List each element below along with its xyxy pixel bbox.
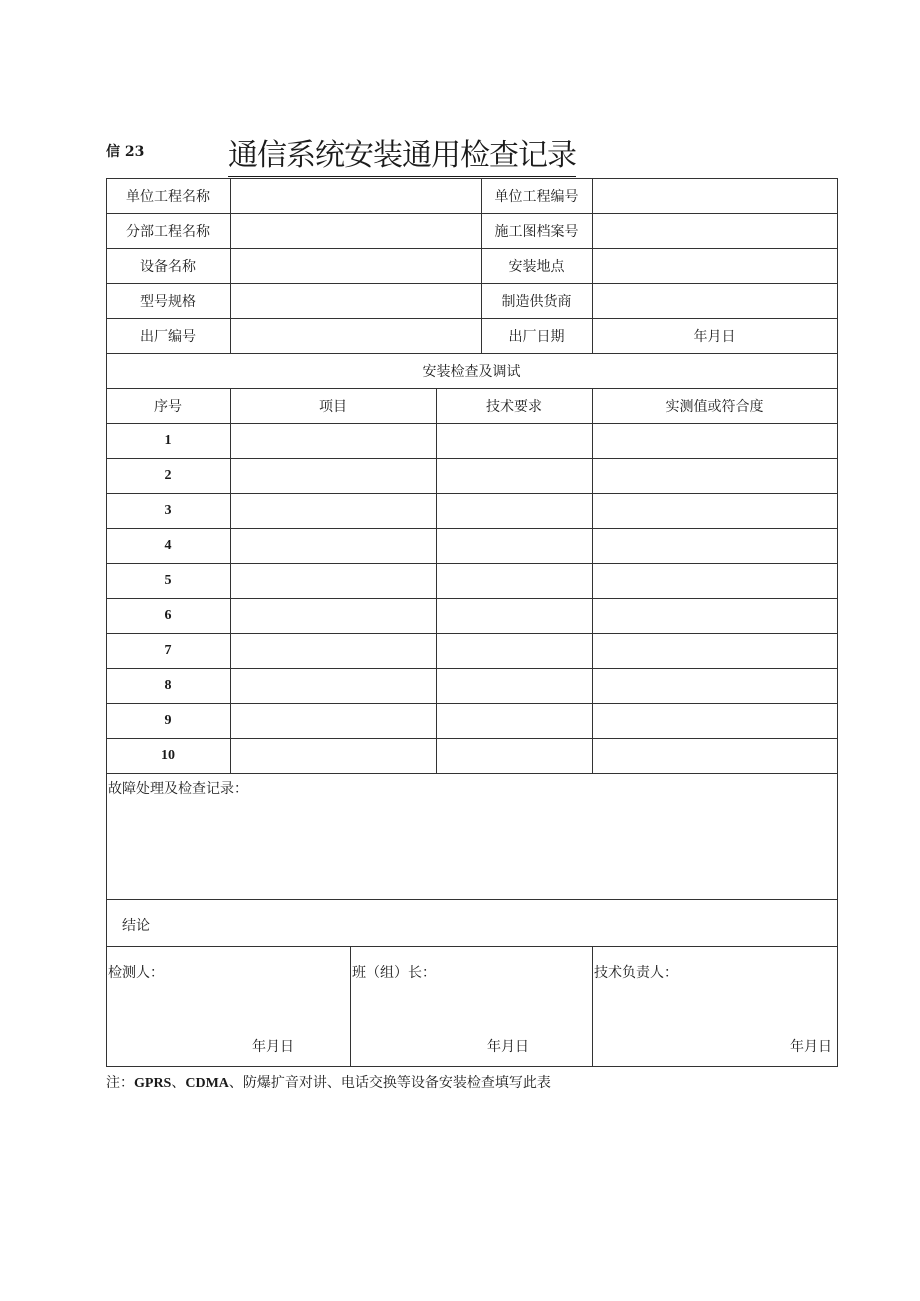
signature-field[interactable] bbox=[350, 985, 592, 1030]
conclusion-label: 结论 bbox=[122, 918, 150, 934]
measured-value-field[interactable] bbox=[592, 703, 837, 738]
table-rule bbox=[106, 1066, 838, 1067]
item-field[interactable] bbox=[230, 493, 436, 528]
requirement-field[interactable] bbox=[436, 633, 592, 668]
footnote bbox=[106, 1072, 551, 1092]
table-rule bbox=[230, 178, 231, 354]
row-number: 7 bbox=[164, 642, 172, 658]
table-rule bbox=[106, 946, 838, 947]
column-header: 项目 bbox=[319, 398, 347, 415]
measured-value-field[interactable] bbox=[592, 633, 837, 668]
item-field[interactable] bbox=[230, 458, 436, 493]
fault-record-field[interactable] bbox=[106, 800, 837, 899]
item-field[interactable] bbox=[230, 528, 436, 563]
footnote-rest: 、防爆扩音对讲、电话交换等设备安装检查填写此表 bbox=[228, 1075, 551, 1091]
signature-label: 班（组）长： bbox=[352, 965, 436, 981]
requirement-field[interactable] bbox=[436, 703, 592, 738]
info-value-field[interactable]: 年月日 bbox=[693, 328, 736, 345]
info-label: 安装地点 bbox=[508, 258, 565, 275]
info-value-field[interactable] bbox=[230, 318, 481, 353]
row-number: 4 bbox=[164, 537, 172, 553]
requirement-field[interactable] bbox=[436, 528, 592, 563]
requirement-field[interactable] bbox=[436, 563, 592, 598]
info-value-field[interactable] bbox=[592, 248, 837, 283]
info-value-field[interactable] bbox=[592, 213, 837, 248]
info-label: 设备名称 bbox=[140, 258, 196, 275]
form-code: 信 23 bbox=[106, 144, 145, 160]
info-value-field[interactable] bbox=[592, 178, 837, 213]
row-number: 3 bbox=[164, 502, 172, 518]
info-label: 制造供货商 bbox=[501, 293, 572, 310]
footnote-prefix: 注： bbox=[106, 1075, 134, 1091]
info-label: 单位工程编号 bbox=[494, 188, 579, 205]
measured-value-field[interactable] bbox=[592, 598, 837, 633]
signature-field[interactable] bbox=[106, 985, 350, 1030]
row-number: 9 bbox=[164, 712, 172, 728]
table-rule bbox=[436, 388, 437, 774]
measured-value-field[interactable] bbox=[592, 668, 837, 703]
fault-record-label: 故障处理及检查记录： bbox=[108, 781, 248, 797]
row-number: 6 bbox=[164, 607, 172, 623]
measured-value-field[interactable] bbox=[592, 458, 837, 493]
table-rule bbox=[592, 388, 593, 774]
item-field[interactable] bbox=[230, 563, 436, 598]
column-header: 技术要求 bbox=[486, 398, 542, 415]
table-rule bbox=[230, 388, 231, 774]
footnote-gprs: GPRS bbox=[134, 1076, 172, 1091]
column-header: 序号 bbox=[154, 398, 182, 415]
info-label: 出厂编号 bbox=[140, 328, 196, 345]
footnote-cdma: CDMA bbox=[185, 1076, 229, 1091]
item-field[interactable] bbox=[230, 668, 436, 703]
info-label: 单位工程名称 bbox=[126, 188, 210, 205]
requirement-field[interactable] bbox=[436, 598, 592, 633]
measured-value-field[interactable] bbox=[592, 493, 837, 528]
requirement-field[interactable] bbox=[436, 423, 592, 458]
info-label: 施工图档案号 bbox=[494, 223, 579, 240]
requirement-field[interactable] bbox=[436, 458, 592, 493]
item-field[interactable] bbox=[230, 738, 436, 773]
info-label: 分部工程名称 bbox=[126, 223, 210, 240]
section-header: 安装检查及调试 bbox=[422, 363, 521, 380]
signature-date: 年月日 bbox=[790, 1039, 832, 1055]
info-label: 型号规格 bbox=[140, 293, 196, 310]
row-number: 10 bbox=[161, 747, 175, 763]
info-label: 出厂日期 bbox=[508, 328, 565, 345]
requirement-field[interactable] bbox=[436, 738, 592, 773]
table-rule bbox=[837, 178, 838, 1067]
info-value-field[interactable] bbox=[592, 283, 837, 318]
info-value-field[interactable] bbox=[230, 178, 481, 213]
measured-value-field[interactable] bbox=[592, 528, 837, 563]
measured-value-field[interactable] bbox=[592, 423, 837, 458]
measured-value-field[interactable] bbox=[592, 738, 837, 773]
signature-label: 检测人： bbox=[108, 965, 164, 981]
item-field[interactable] bbox=[230, 423, 436, 458]
signature-date: 年月日 bbox=[252, 1039, 294, 1055]
table-rule bbox=[592, 178, 593, 354]
info-value-field[interactable] bbox=[230, 248, 481, 283]
signature-date: 年月日 bbox=[487, 1039, 529, 1055]
row-number: 8 bbox=[164, 677, 172, 693]
column-header: 实测值或符合度 bbox=[665, 398, 764, 415]
table-rule bbox=[481, 178, 482, 354]
signature-label: 技术负责人： bbox=[594, 965, 678, 981]
item-field[interactable] bbox=[230, 633, 436, 668]
item-field[interactable] bbox=[230, 598, 436, 633]
table-rule bbox=[106, 773, 838, 774]
item-field[interactable] bbox=[230, 703, 436, 738]
conclusion-field[interactable] bbox=[160, 899, 837, 946]
footnote-sep: 、 bbox=[171, 1075, 186, 1091]
info-value-field[interactable] bbox=[230, 213, 481, 248]
signature-field[interactable] bbox=[592, 985, 837, 1030]
measured-value-field[interactable] bbox=[592, 563, 837, 598]
row-number: 5 bbox=[164, 572, 172, 588]
requirement-field[interactable] bbox=[436, 493, 592, 528]
form-title: 通信系统安装通用检查记录 bbox=[228, 136, 576, 177]
info-value-field[interactable] bbox=[230, 283, 481, 318]
requirement-field[interactable] bbox=[436, 668, 592, 703]
row-number: 1 bbox=[164, 432, 172, 448]
row-number: 2 bbox=[164, 467, 172, 483]
